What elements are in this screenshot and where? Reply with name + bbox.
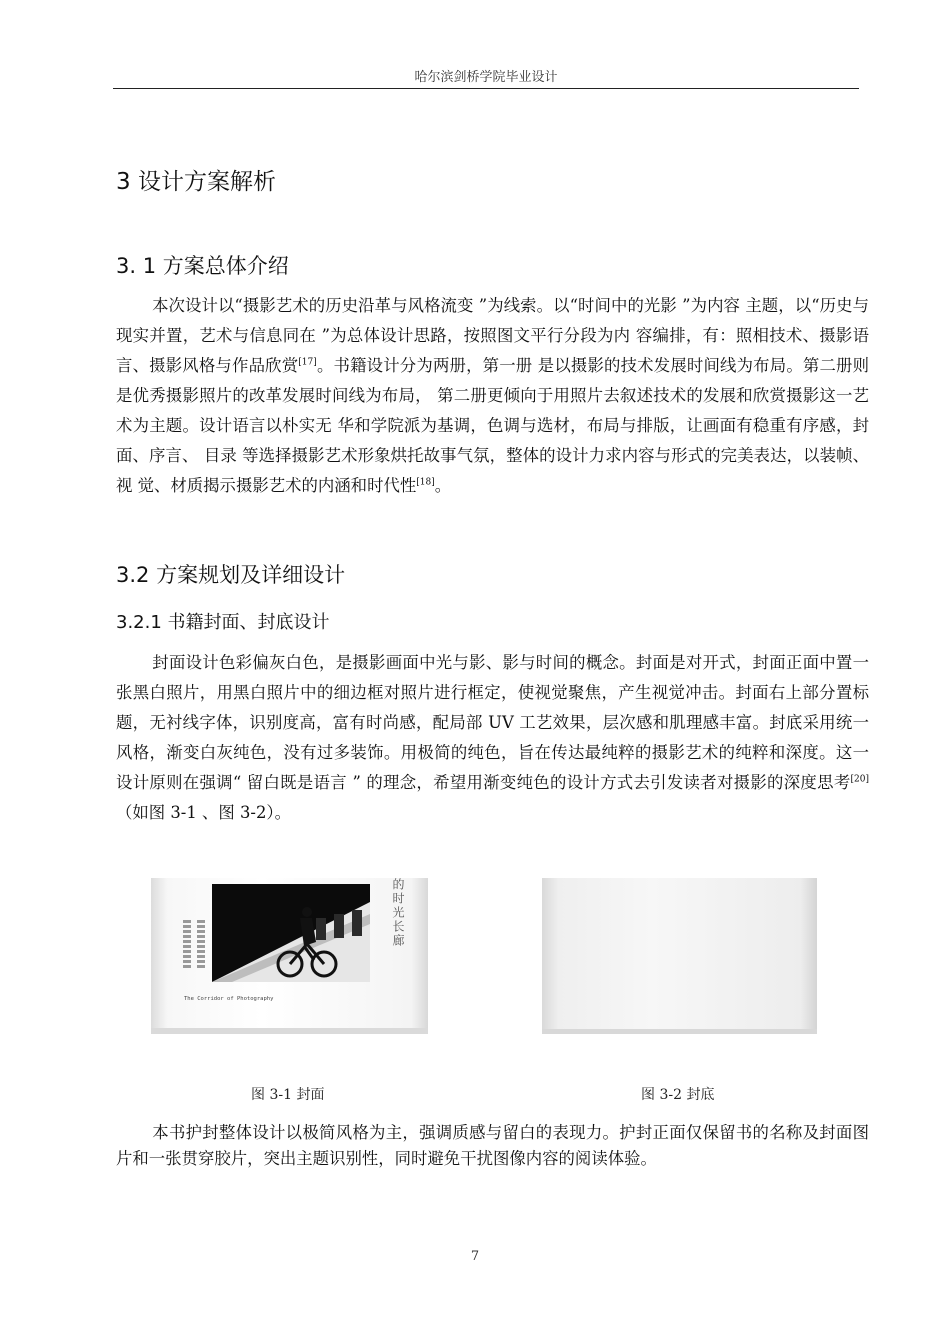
section-3-1-title: 3. 1 方案总体介绍 (116, 254, 289, 278)
paragraph-text: 本次设计以“摄影艺术的历史沿革与风格流变 ”为线索。以“时间中的光影 ”为内容 主题，以“历史与现实并置，艺术与信息同在 ”为总体设计思路，按照图文平行分段为内 容编排，有：照相技术、摄影语言、摄影风格与作品欣赏 (116, 296, 869, 375)
paragraph-text: 。 (434, 476, 452, 495)
page-header: 哈尔滨剑桥学院毕业设计 (414, 70, 558, 85)
closing-paragraph (116, 1120, 869, 1172)
cover-english-title: The Corridor of Photography (184, 996, 274, 1002)
cover-vertical-title: 的时光长廊 (391, 878, 405, 948)
section-3-2-1-title: 3.2.1 书籍封面、封底设计 (116, 612, 330, 633)
citation: [18] (416, 477, 435, 488)
paragraph-text: 。书籍设计分为两册，第一册 是以摄影的技术发展时间线为布局。第二册则是优秀摄影照片的改革发展时间线为布局， 第二册更倾向于用照片去叙述技术的发展和欣赏摄影这一艺术为主题。设计语言以朴实无 华和学院派为基调，色调与选材，布局与排版，让画面有稳重有序感，封面、序言、 目录 等选择摄影艺术形象烘托故事气氛，整体的设计力求内容与形式的完美表达，以装帧、视 觉、材质揭示摄影艺术的内涵和时代性 (116, 356, 869, 495)
header-rule (113, 88, 859, 89)
cover-vertical-text (197, 920, 205, 968)
figure-back-cover (542, 878, 817, 1034)
cover-photo (212, 884, 370, 982)
section-3-1-paragraph (116, 291, 869, 501)
citation: [20] (850, 774, 869, 785)
figure-front-cover (151, 878, 428, 1034)
section-3-2-title: 3.2 方案规划及详细设计 (116, 563, 346, 587)
chapter-title: 3 设计方案解析 (116, 169, 276, 195)
cover-shadow (151, 1028, 428, 1034)
section-3-2-1-paragraph (116, 648, 869, 828)
citation: [17] (298, 357, 317, 368)
back-cover-shadow (542, 1029, 817, 1034)
figure-3-1-caption: 图 3-1 封面 (251, 1087, 325, 1103)
page-number: 7 (470, 1249, 480, 1264)
paragraph-text: 本书护封整体设计以极简风格为主，强调质感与留白的表现力。护封正面仅保留书的名称及封面图片和一张贯穿胶片，突出主题识别性，同时避免干扰图像内容的阅读体验。 (116, 1123, 869, 1168)
figure-3-2-caption: 图 3-2 封底 (641, 1087, 715, 1103)
cover-vertical-text (183, 920, 191, 968)
paragraph-text: 封面设计色彩偏灰白色，是摄影画面中光与影、影与时间的概念。封面是对开式，封面正面中置一张黑白照片，用黑白照片中的细边框对照片进行框定，使视觉聚焦，产生视觉冲击。封面右上部分置标题，无衬线字体，识别度高，富有时尚感，配局部 UV 工艺效果，层次感和肌理感丰富。封底采用统一风格，渐变白灰纯色，没有过多装饰。用极简的纯色，旨在传达最纯粹的摄影艺术的纯粹和深度。这一设计原则在强调“ 留白既是语言 ” 的理念，希望用渐变纯色的设计方式去引发读者对摄影的深度思考 (116, 653, 869, 792)
paragraph-text: （如图 3-1 、图 3-2）。 (116, 803, 291, 822)
